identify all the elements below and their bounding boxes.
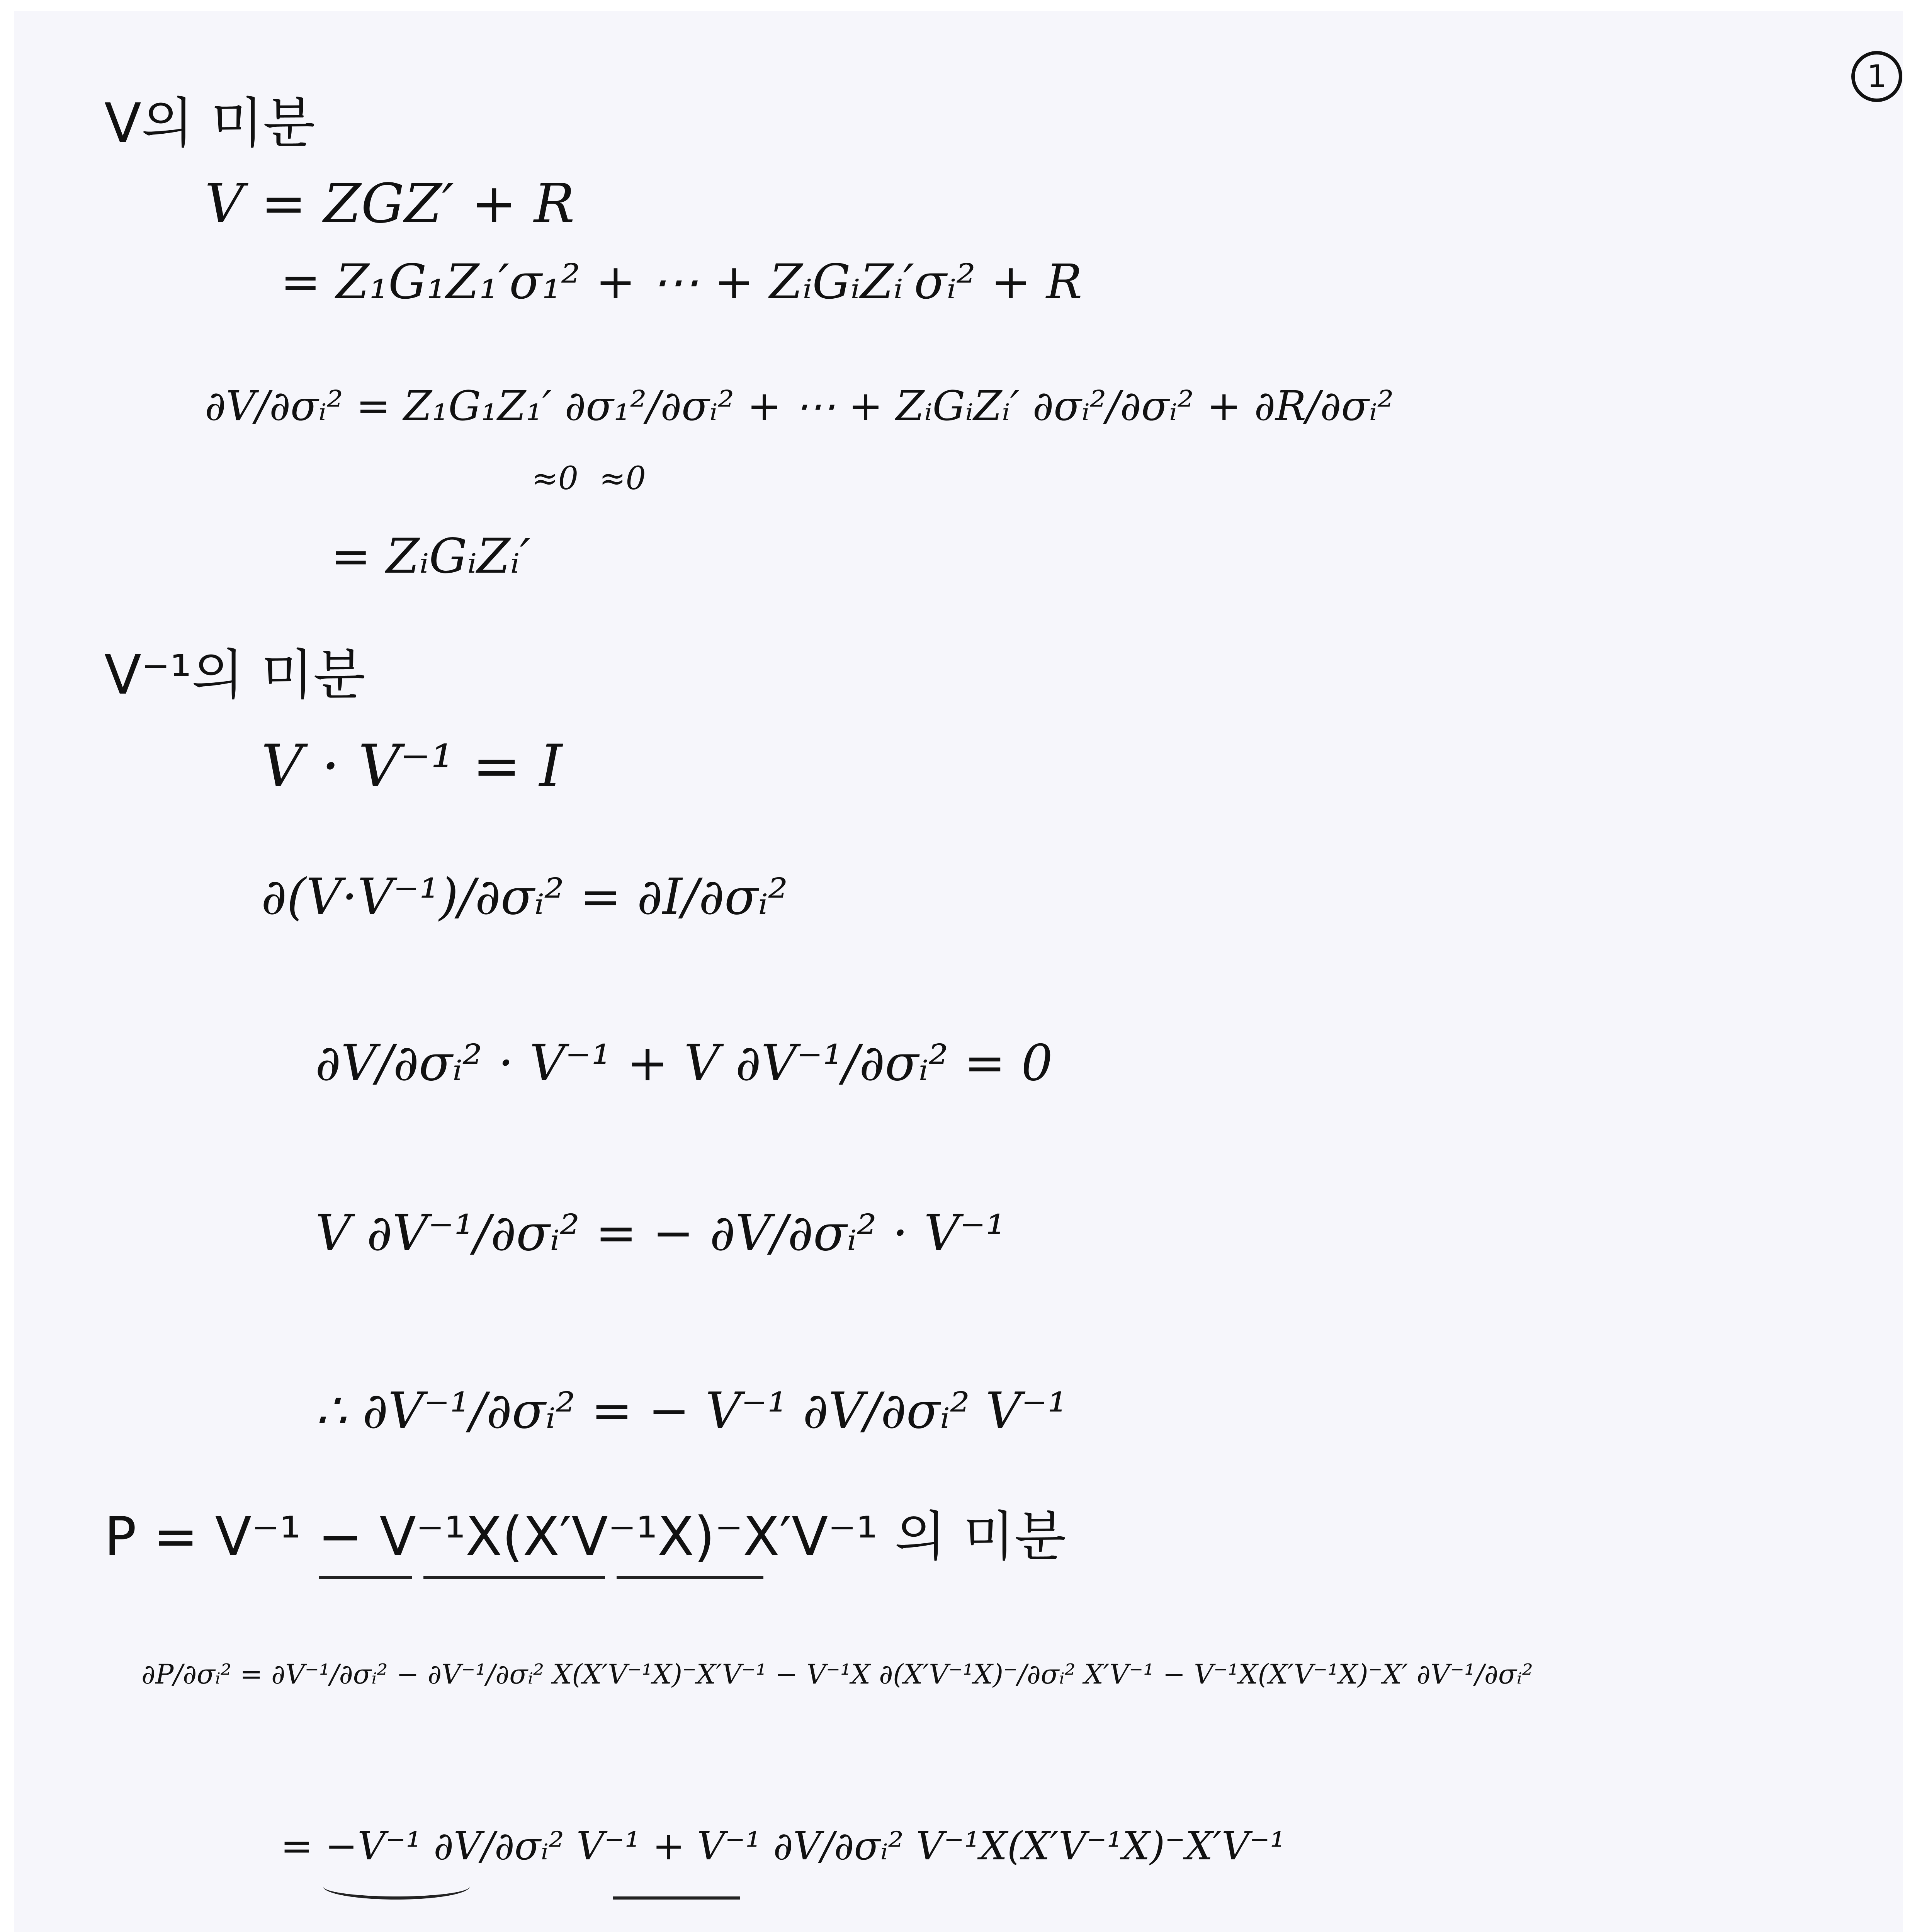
handwritten-page [14,11,1903,1932]
equation-line: ∂P/∂σᵢ² = ∂V⁻¹/∂σᵢ² − ∂V⁻¹/∂σᵢ² X(X′V⁻¹X)⁻X′V⁻¹ − V⁻¹X ∂(X′V⁻¹X)⁻/∂σᵢ² X′V⁻¹ − V⁻¹X(X′V⁻¹X)⁻X′ ∂V⁻¹/∂σᵢ² [141,1658,1533,1690]
page-number: 1 [1851,51,1902,102]
underline-mark [617,1576,763,1579]
underline-mark [613,1896,740,1900]
equation-note: ≈0 ≈0 [532,460,646,497]
equation-line: = ZᵢGᵢZᵢ′ [331,529,531,584]
equation-line: V = ZGZ′ + R [205,172,575,235]
underline-mark [319,1576,412,1579]
section-heading-p: P = V⁻¹ − V⁻¹X(X′V⁻¹X)⁻X′V⁻¹ 의 미분 [104,1505,1066,1568]
equation-line: ∂V/∂σᵢ² · V⁻¹ + V ∂V⁻¹/∂σᵢ² = 0 [315,1034,1053,1092]
section-heading-vinv: V⁻¹의 미분 [104,644,366,707]
equation-line: ∴ ∂V⁻¹/∂σᵢ² = − V⁻¹ ∂V/∂σᵢ² V⁻¹ [315,1382,1067,1440]
equation-line: = −V⁻¹ ∂V/∂σᵢ² V⁻¹ + V⁻¹ ∂V/∂σᵢ² V⁻¹X(X′V⁻¹X)⁻X′V⁻¹ [280,1823,1285,1869]
equation-line: ∂V/∂σᵢ² = Z₁G₁Z₁′ ∂σ₁²/∂σᵢ² + ⋯ + ZᵢGᵢZᵢ′ ∂σᵢ²/∂σᵢ² + ∂R/∂σᵢ² [205,382,1394,430]
equation-line: V ∂V⁻¹/∂σᵢ² = − ∂V/∂σᵢ² · V⁻¹ [315,1204,1006,1262]
underline-mark [423,1576,605,1579]
equation-line: ∂(V·V⁻¹)/∂σᵢ² = ∂I/∂σᵢ² [261,868,788,926]
underline-mark [323,1873,470,1900]
equation-line: = Z₁G₁Z₁′σ₁² + ⋯ + ZᵢGᵢZᵢ′σᵢ² + R [280,254,1083,310]
equation-line: V · V⁻¹ = I [261,733,563,800]
section-heading-v: V의 미분 [104,92,315,155]
